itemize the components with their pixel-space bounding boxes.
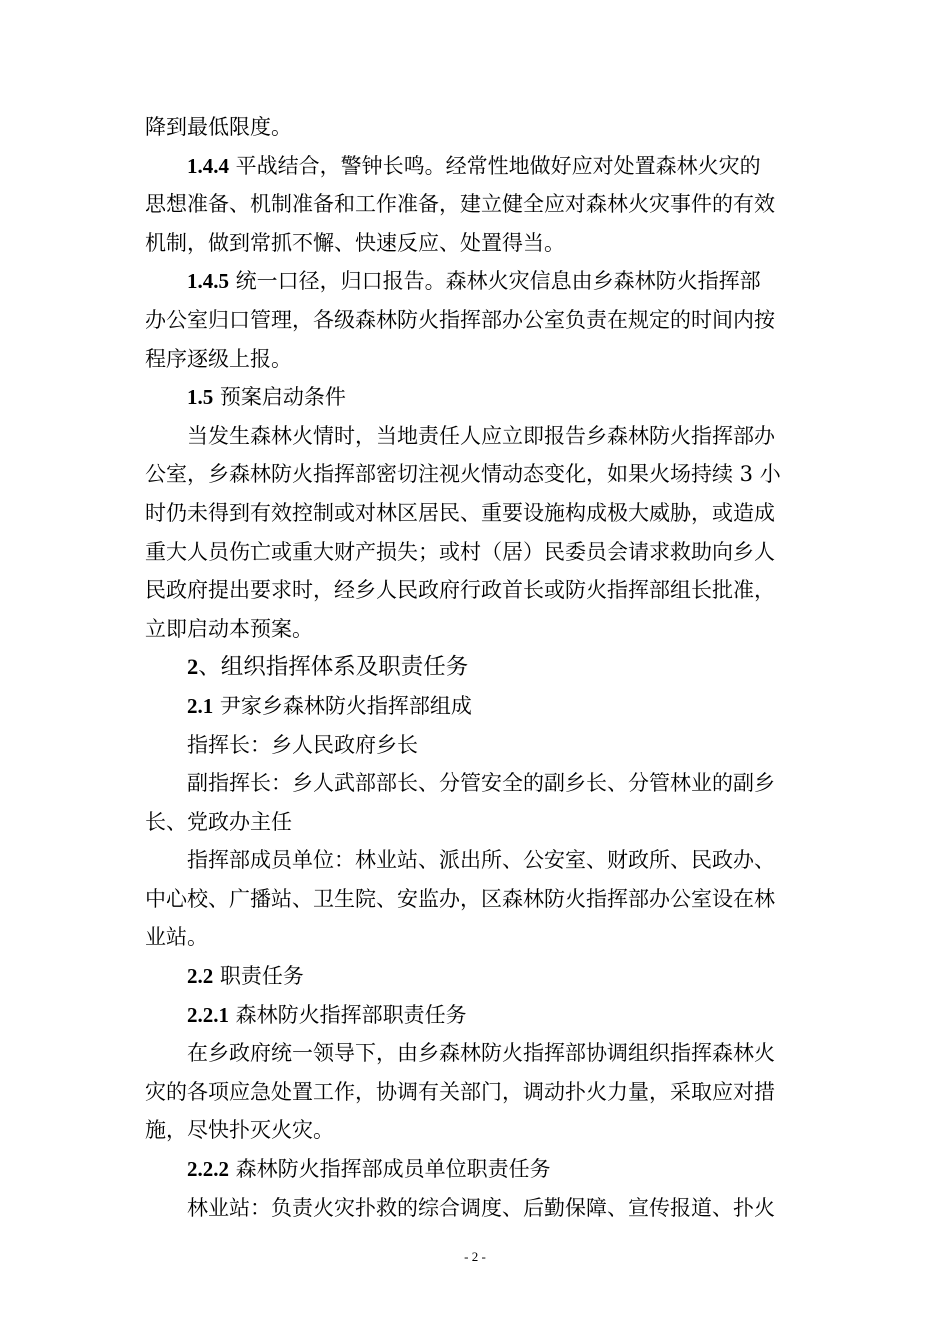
- text-line: 思想准备、机制准备和工作准备，建立健全应对森林火灾事件的有效: [145, 192, 775, 217]
- text-line: 程序逐级上报。: [145, 346, 292, 371]
- section-heading: 2.2 职责任务: [187, 964, 304, 989]
- text-line: 公室，乡森林防火指挥部密切注视火情动态变化，如果火场持续 3 小: [145, 462, 781, 487]
- section-heading: 2.1 尹家乡森林防火指挥部组成: [187, 693, 472, 718]
- text-line: 副指挥长：乡人武部部长、分管安全的副乡长、分管林业的副乡: [187, 771, 775, 796]
- text-line: 指挥部成员单位：林业站、派出所、公安室、财政所、民政办、: [187, 848, 775, 873]
- page-number: - 2 -: [464, 1249, 486, 1264]
- section-heading: 1.5 预案启动条件: [187, 385, 346, 410]
- section-heading: 2.2.1 森林防火指挥部职责任务: [187, 1002, 467, 1027]
- text-line: 重大人员伤亡或重大财产损失；或村（居）民委员会请求救助向乡人: [145, 539, 775, 564]
- text-line: 民政府提出要求时，经乡人民政府行政首长或防火指挥部组长批准，: [145, 578, 775, 603]
- section-heading: 1.4.4 平战结合，警钟长鸣。经常性地做好应对处置森林火灾的: [187, 153, 761, 178]
- text-line: 业站。: [145, 925, 208, 950]
- text-line: 指挥长：乡人民政府乡长: [187, 732, 418, 757]
- text-line: 时仍未得到有效控制或对林区居民、重要设施构成极大威胁，或造成: [145, 500, 775, 525]
- text-line: 长、党政办主任: [145, 809, 292, 834]
- text-line: 办公室归口管理，各级森林防火指挥部办公室负责在规定的时间内按: [145, 307, 775, 332]
- text-line: 在乡政府统一领导下，由乡森林防火指挥部协调组织指挥森林火: [187, 1041, 775, 1066]
- text-line: 降到最低限度。: [145, 115, 292, 139]
- text-line: 施，尽快扑灭火灾。: [145, 1118, 334, 1143]
- section-heading: 2.2.2 森林防火指挥部成员单位职责任务: [187, 1157, 551, 1182]
- chapter-heading: 2、组织指挥体系及职责任务: [187, 654, 469, 681]
- body-text: [145, 108, 810, 1227]
- text-line: 机制，做到常抓不懈、快速反应、处置得当。: [145, 230, 565, 255]
- section-heading: 1.4.5 统一口径，归口报告。森林火灾信息由乡森林防火指挥部: [187, 269, 761, 294]
- text-line: 灾的各项应急处置工作，协调有关部门，调动扑火力量，采取应对措: [145, 1079, 775, 1104]
- text-line: 林业站：负责火灾扑救的综合调度、后勤保障、宣传报道、扑火: [187, 1195, 775, 1220]
- text-line: 当发生森林火情时，当地责任人应立即报告乡森林防火指挥部办: [187, 423, 775, 448]
- text-line: 中心校、广播站、卫生院、安监办，区森林防火指挥部办公室设在林: [145, 886, 775, 911]
- text-line: 立即启动本预案。: [145, 616, 313, 641]
